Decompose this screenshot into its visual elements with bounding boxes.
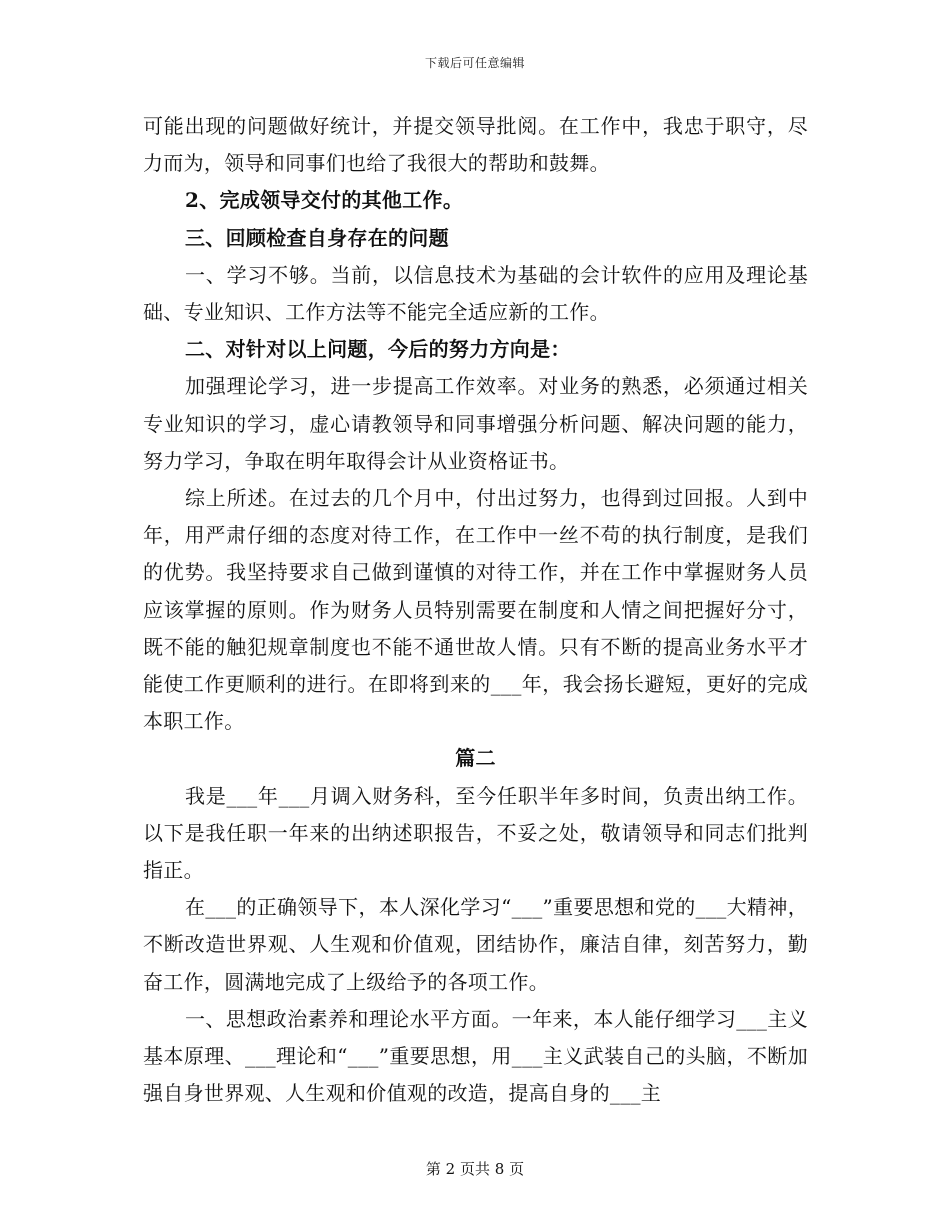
paragraph: 我是___年___月调入财务科，至今任职半年多时间，负责出纳工作。以下是我任职一年来的出纳述职报告，不妥之处，敬请领导和同志们批判指正。 — [143, 783, 808, 883]
page-header: 下载后可任意编辑 — [424, 56, 525, 70]
paragraph: 在___的正确领导下，本人深化学习“___”重要思想和党的___大精神，不断改造世界观、人生观和价值观，团结协作，廉洁自律，刻苦努力，勤奋工作，圆满地完成了上级给予的各项工作。 — [143, 895, 808, 994]
paragraph: 一、思想政治素养和理论水平方面。一年来，本人能仔细学习___主义基本原理、___理论和“___”重要思想，用___主义武装自己的头脑，不断加强自身世界观、人生观和价值观的改造，提高自身的___主 — [143, 1006, 808, 1106]
paragraph: 一、学习不够。当前，以信息技术为基础的会计软件的应用及理论基础、专业知识、工作方法等不能完全适应新的工作。 — [143, 262, 808, 325]
paragraph: 加强理论学习，进一步提高工作效率。对业务的熟悉，必须通过相关专业知识的学习，虚心请教领导和同事增强分析问题、解决问题的能力，努力学习，争取在明年取得会计从业资格证书。 — [143, 374, 808, 473]
document-body — [143, 108, 808, 1112]
section-heading: 三、回顾检查自身存在的问题 — [185, 225, 449, 250]
paragraph: 可能出现的问题做好统计，并提交领导批阅。在工作中，我忠于职守，尽力而为，领导和同事们也给了我很大的帮助和鼓舞。 — [143, 114, 808, 176]
section-item-heading: 2、完成领导交付的其他工作。 — [185, 188, 464, 213]
paragraph: 综上所述。在过去的几个月中，付出过努力，也得到过回报。人到中年，用严肃仔细的态度对待工作，在工作中一丝不苟的执行制度，是我们的优势。我坚持要求自己做到谨慎的对待工作，并在工作中掌握财务人员应该掌握的原则。作为财务人员特别需要在制度和人情之间把握好分寸，既不能的触犯规章制度也不能不通世故人情。只有不断的提高业务水平才能使工作更顺利的进行。在即将到来的___年，我会扬长避短，更好的完成本职工作。 — [143, 486, 808, 734]
page-footer: 第 2 页共 8 页 — [425, 1160, 525, 1178]
part-heading: 篇二 — [455, 746, 496, 771]
section-heading: 二、对针对以上问题，今后的努力方向是： — [185, 337, 571, 362]
